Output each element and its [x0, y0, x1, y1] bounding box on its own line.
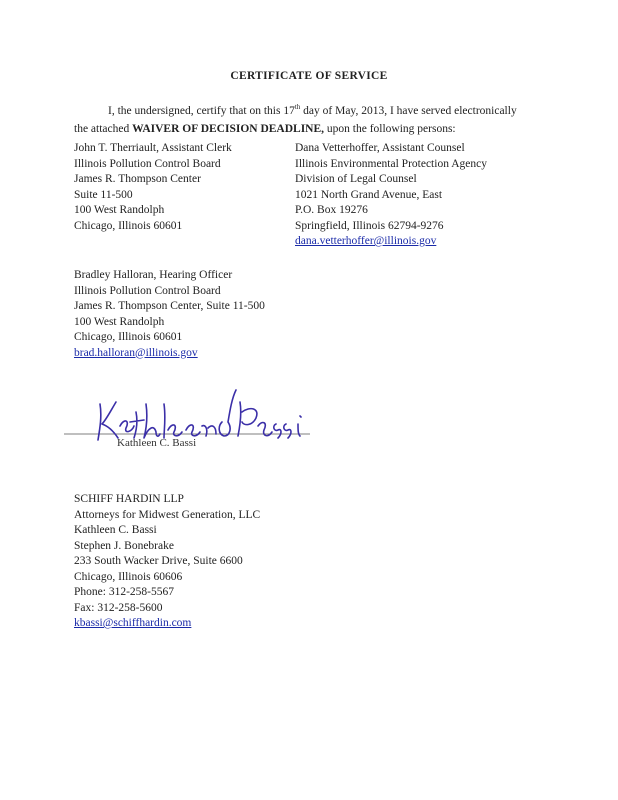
email-link-vetterhoffer[interactable]: dana.vetterhoffer@illinois.gov: [295, 235, 437, 247]
address-line: Bradley Halloran, Hearing Officer: [74, 269, 233, 281]
email-link-bassi[interactable]: kbassi@schiffhardin.com: [74, 617, 192, 629]
document-name: WAIVER OF DECISION DEADLINE,: [132, 122, 325, 135]
address-line: John T. Therriault, Assistant Clerk: [74, 142, 232, 154]
address-line: Dana Vetterhoffer, Assistant Counsel: [295, 142, 465, 154]
firm-line: Fax: 312-258-5600: [74, 601, 163, 614]
address-line: 100 West Randolph: [74, 315, 165, 328]
address-line: 1021 North Grand Avenue, East: [295, 188, 443, 201]
address-line: P.O. Box 19276: [295, 204, 368, 216]
email-link-halloran[interactable]: brad.halloran@illinois.gov: [74, 346, 198, 359]
firm-line: 233 South Wacker Drive, Suite 6600: [74, 555, 243, 567]
firm-line: Stephen J. Bonebrake: [74, 539, 174, 552]
address-line: James R. Thompson Center: [74, 173, 201, 185]
address-line: Illinois Pollution Control Board: [74, 284, 221, 297]
recipient-counsel: [295, 141, 487, 250]
firm-line: Kathleen C. Bassi: [74, 524, 157, 536]
firm-line: Attorneys for Midwest Generation, LLC: [74, 508, 261, 521]
signature-ink: [98, 390, 301, 440]
firm-line: SCHIFF HARDIN LLP: [74, 493, 184, 505]
recipient-hearing-officer: [74, 268, 265, 361]
address-line: Illinois Pollution Control Board: [74, 157, 221, 170]
address-line: Springfield, Illinois 62794-9276: [295, 219, 444, 232]
address-line: James R. Thompson Center, Suite 11-500: [74, 300, 265, 312]
certification-line-2: the attached WAIVER OF DECISION DEADLINE, upon the following persons:: [74, 122, 456, 135]
signature-name: Kathleen C. Bassi: [117, 437, 197, 449]
address-line: Suite 11-500: [74, 188, 133, 201]
firm-line: Chicago, Illinois 60606: [74, 570, 183, 583]
address-line: Chicago, Illinois 60601: [74, 219, 183, 232]
address-line: Chicago, Illinois 60601: [74, 331, 183, 343]
certification-line-1: I, the undersigned, certify that on this 17th day of May, 2013, I have served electronically: [108, 103, 517, 117]
firm-block: [74, 492, 260, 632]
page-title: CERTIFICATE OF SERVICE: [230, 70, 388, 82]
firm-line: Phone: 312-258-5567: [74, 586, 174, 598]
address-line: 100 West Randolph: [74, 204, 165, 216]
certification-paragraph: [74, 98, 554, 138]
recipient-clerk: [74, 141, 232, 234]
address-line: Illinois Environmental Protection Agency: [295, 157, 487, 170]
address-line: Division of Legal Counsel: [295, 173, 417, 185]
